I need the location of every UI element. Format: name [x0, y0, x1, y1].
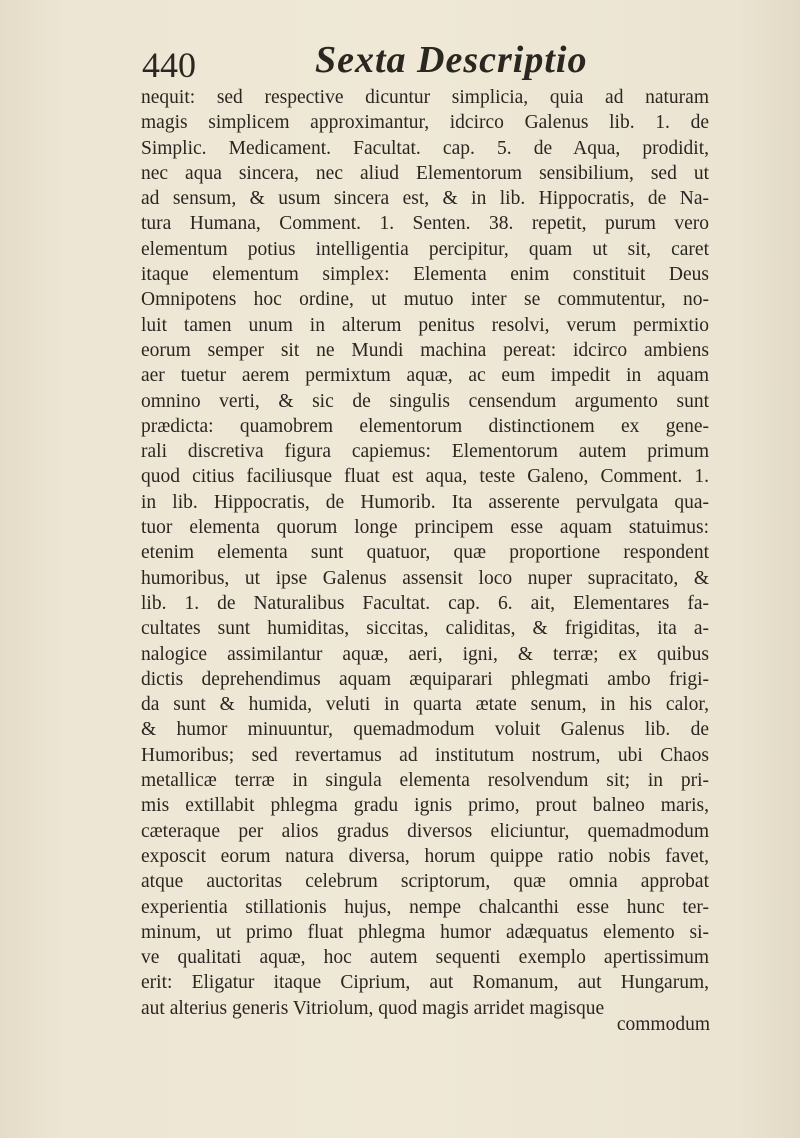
body-text: [141, 85, 709, 1021]
page-number: 440: [142, 45, 196, 85]
text-line: cæteraque per alios gradus diversos eliciuntur, quemadmodum: [141, 820, 709, 842]
text-line: ve qualitati aquæ, hoc autem sequenti exemplo apertissimum: [141, 947, 709, 969]
text-line: tura Humana, Comment. 1. Senten. 38. repetit, purum vero: [141, 213, 709, 235]
text-line: exposcit eorum natura diversa, horum quippe ratio nobis favet,: [141, 845, 709, 867]
running-title: Sexta Descriptio: [315, 39, 588, 81]
text-line: etenim elementa sunt quatuor, quæ proportione respondent: [141, 542, 709, 564]
text-line: cultates sunt humiditas, siccitas, caliditas, & frigiditas, ita a-: [141, 618, 709, 640]
text-line: mis extillabit phlegma gradu ignis primo, prout balneo maris,: [141, 795, 709, 817]
text-line: aer tuetur aerem permixtum aquæ, ac eum impedit in aquam: [141, 365, 709, 387]
text-line: prædicta: quamobrem elementorum distinctionem ex gene-: [141, 415, 709, 437]
text-line: erit: Eligatur itaque Ciprium, aut Romanum, aut Hungarum,: [141, 972, 709, 994]
text-line: Omnipotens hoc ordine, ut mutuo inter se commutentur, no-: [141, 289, 709, 311]
page-header: [120, 30, 720, 85]
text-line: omnino verti, & sic de singulis censendum argumento sunt: [141, 390, 709, 412]
text-line: ad sensum, & usum sincera est, & in lib. Hippocratis, de Na-: [141, 188, 709, 210]
text-line: & humor minuuntur, quemadmodum voluit Galenus lib. de: [141, 719, 709, 741]
text-line: humoribus, ut ipse Galenus assensit loco nuper supracitato, &: [141, 567, 709, 589]
text-line: rali discretiva figura capiemus: Elementorum autem primum: [141, 441, 709, 463]
catchword: commodum: [616, 1014, 710, 1035]
text-line: elementum potius intelligentia percipitur, quam ut sit, caret: [141, 238, 709, 260]
text-line: magis simplicem approximantur, idcirco Galenus lib. 1. de: [141, 112, 709, 134]
text-line: nequit: sed respective dicuntur simplicia, quia ad naturam: [141, 87, 709, 108]
text-line: Humoribus; sed revertamus ad institutum nostrum, ubi Chaos: [141, 744, 709, 766]
text-line: experientia stillationis hujus, nempe chalcanthi esse hunc ter-: [141, 896, 709, 918]
text-line: lib. 1. de Naturalibus Facultat. cap. 6. ait, Elementares fa-: [141, 592, 709, 614]
text-line: atque auctoritas celebrum scriptorum, quæ omnia approbat: [141, 871, 709, 893]
text-line: nalogice assimilantur aquæ, aeri, igni, & terræ; ex quibus: [141, 643, 709, 665]
text-line: dictis deprehendimus aquam æquiparari phlegmati ambo frigi-: [141, 668, 709, 690]
text-line: tuor elementa quorum longe principem esse aquam statuimus:: [141, 517, 709, 539]
text-line: eorum semper sit ne Mundi machina pereat: idcirco ambiens: [141, 339, 709, 361]
text-line: aut alterius generis Vitriolum, quod magis arridet magisque: [141, 997, 605, 1019]
text-line: da sunt & humida, veluti in quarta ætate senum, in his calor,: [141, 694, 709, 716]
text-line: metallicæ terræ in singula elementa resolvendum sit; in pri-: [141, 770, 709, 792]
text-line: quod citius faciliusque fluat est aqua, teste Galeno, Comment. 1.: [141, 466, 709, 488]
text-line: Simplic. Medicament. Facultat. cap. 5. de Aqua, prodidit,: [141, 137, 709, 159]
text-line: itaque elementum simplex: Elementa enim constituit Deus: [141, 264, 709, 286]
text-line: minum, ut primo fluat phlegma humor adæquatus elemento si-: [141, 921, 709, 943]
text-line: nec aqua sincera, nec aliud Elementorum sensibilium, sed ut: [141, 162, 709, 184]
text-line: in lib. Hippocratis, de Humorib. Ita asserente pervulgata qua-: [141, 491, 709, 513]
text-line: luit tamen unum in alterum penitus resolvi, verum permixtio: [141, 314, 709, 336]
